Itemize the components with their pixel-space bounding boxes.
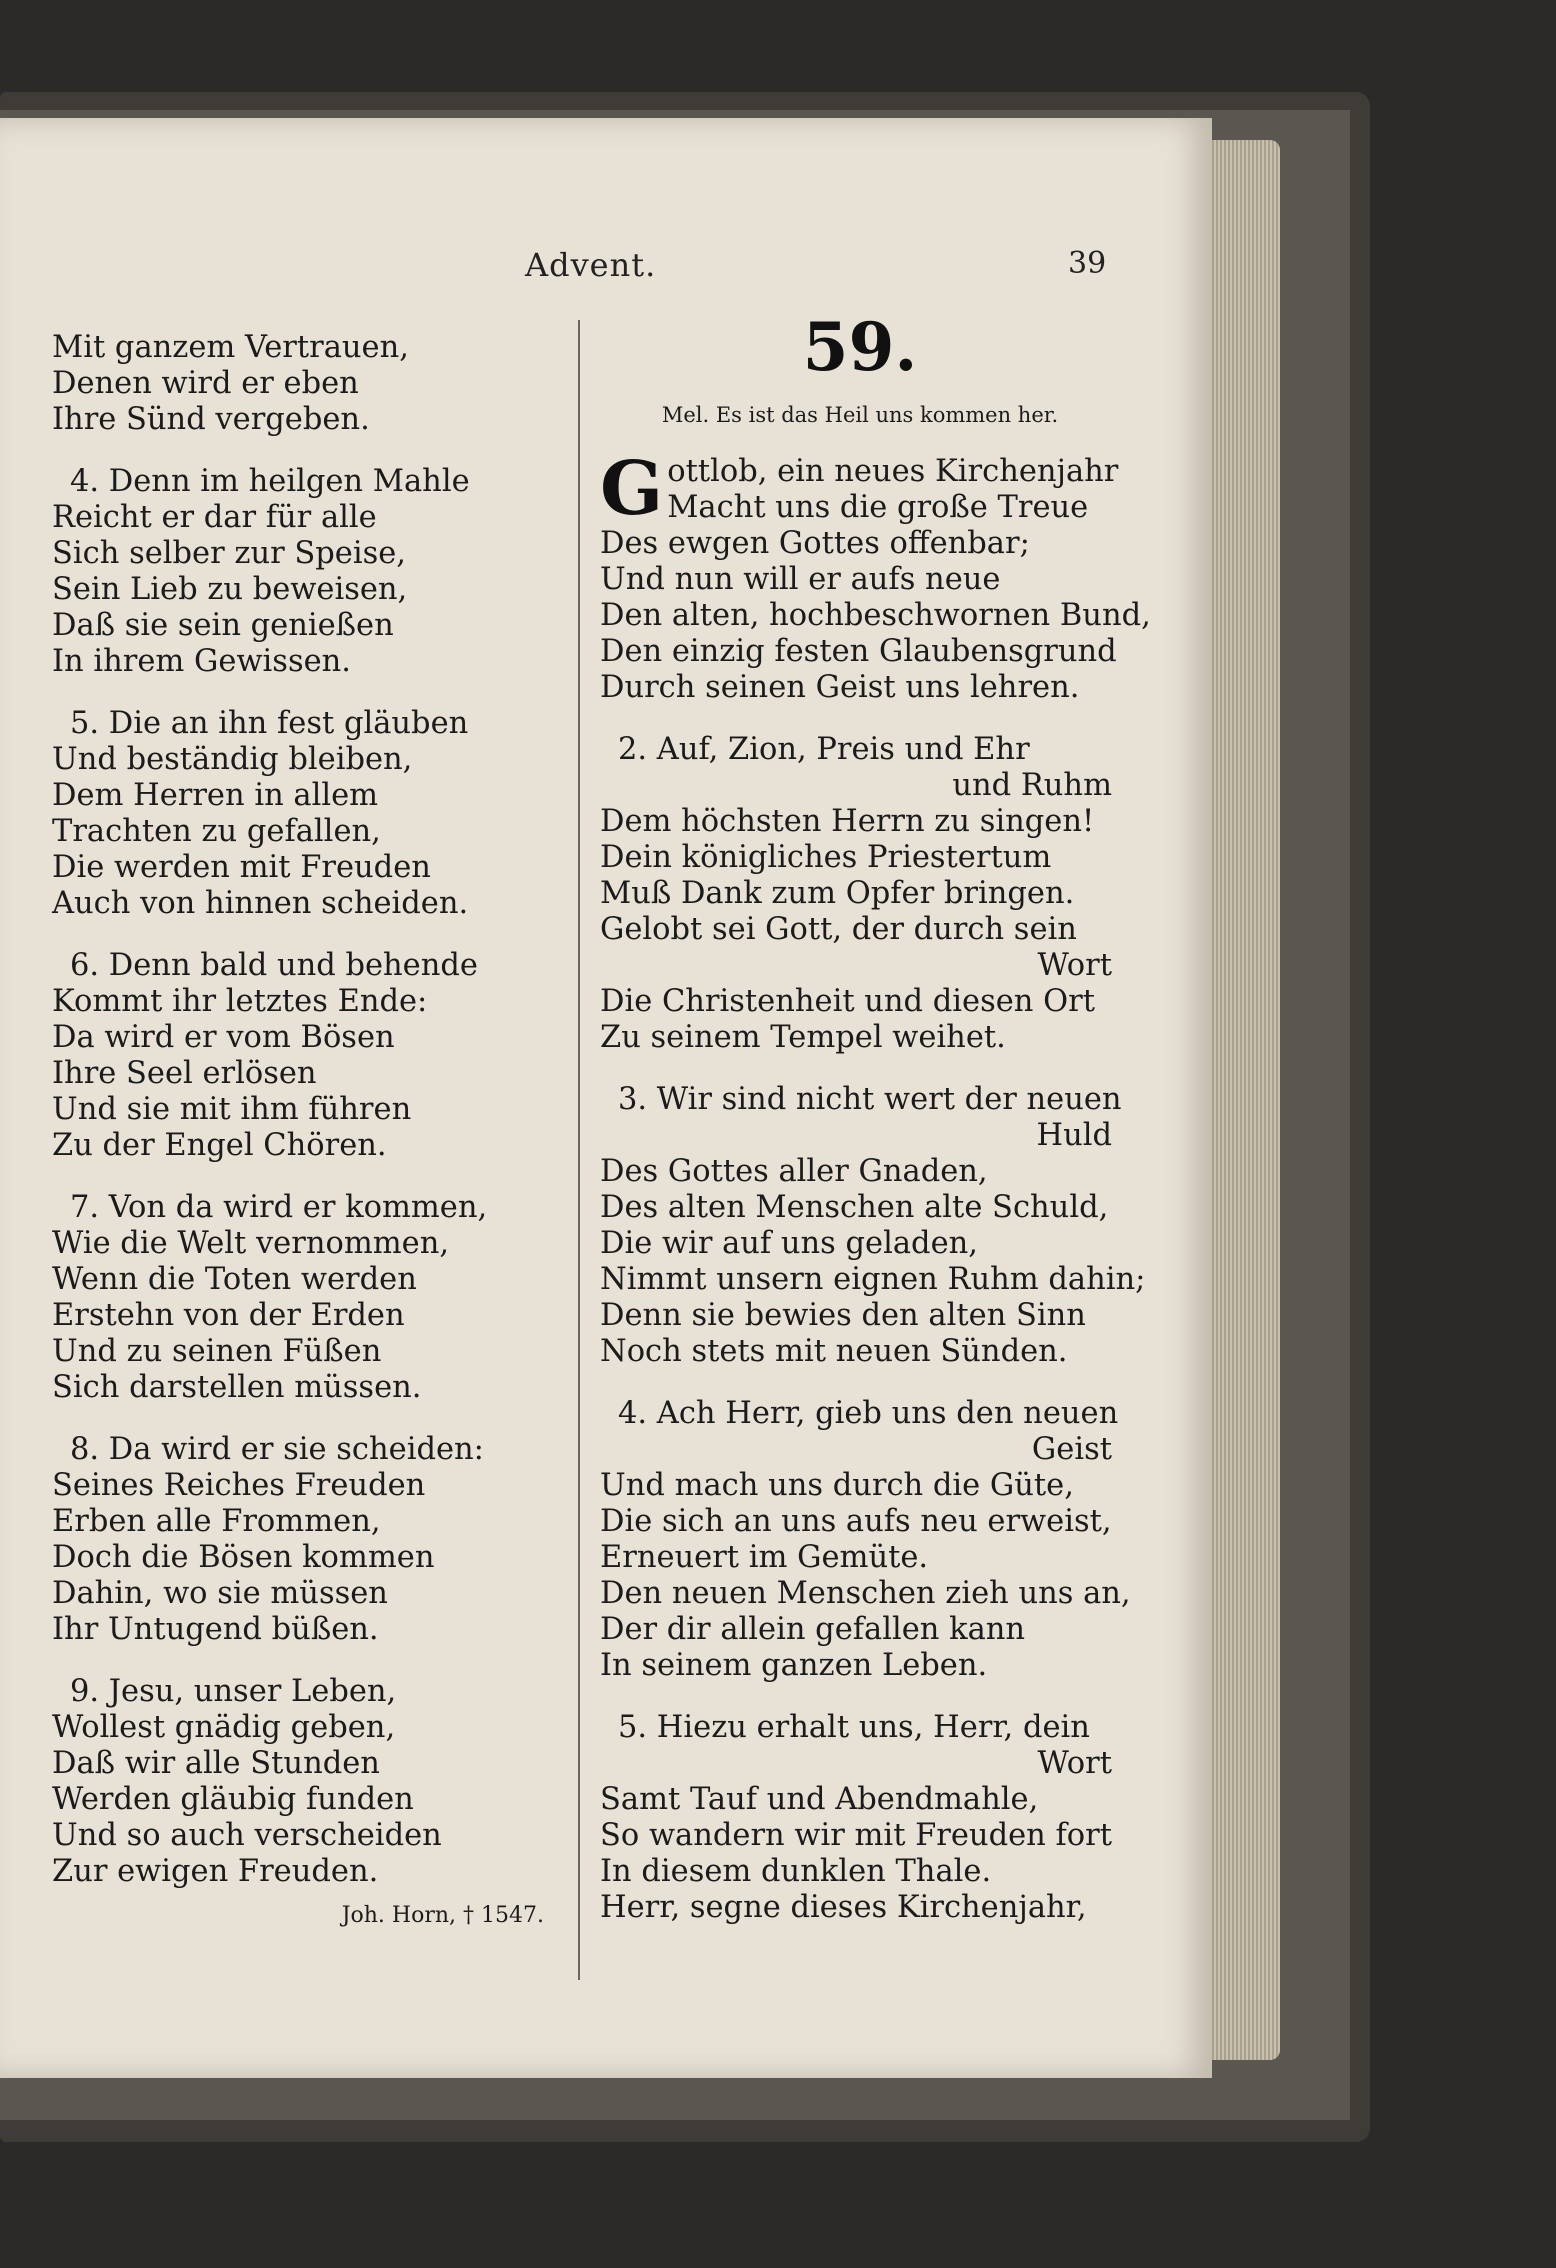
verse-line: Muß Dank zum Opfer bringen. <box>600 876 1075 911</box>
verse-line: Daß wir alle Stunden <box>52 1746 380 1781</box>
verse-line: Wie die Welt vernommen, <box>52 1226 450 1261</box>
stanza-4 <box>600 1396 1131 1684</box>
stanza-continued <box>52 330 552 438</box>
verse-line: Dem Herren in allem <box>52 778 379 813</box>
verse-line: Den alten, hochbeschwornen Bund, <box>600 598 1151 633</box>
stanza-1 <box>600 446 1151 706</box>
stanza-7 <box>52 1190 552 1406</box>
verse-line: 2. Auf, Zion, Preis und Ehr <box>618 732 1030 767</box>
verse-line: Da wird er vom Bösen <box>52 1020 395 1055</box>
left-column <box>52 330 552 1934</box>
verse-line: Noch stets mit neuen Sünden. <box>600 1334 1068 1369</box>
verse-line: Zu seinem Tempel weihet. <box>600 1020 1006 1055</box>
verse-line: 6. Denn bald und behende <box>70 948 478 983</box>
verse-line: Des ewgen Gottes offenbar; <box>600 526 1030 561</box>
verse-line: Denn sie bewies den alten Sinn <box>600 1298 1086 1333</box>
verse-line: Dein königliches Priestertum <box>600 840 1052 875</box>
verse-line: Ihre Sünd vergeben. <box>52 402 370 437</box>
verse-line: 5. Hiezu erhalt uns, Herr, dein <box>618 1710 1090 1745</box>
verse-line: Den neuen Menschen zieh uns an, <box>600 1576 1131 1611</box>
verse-line: Erben alle Frommen, <box>52 1504 381 1539</box>
melody-reference: Mel. Es ist das Heil uns kommen her. <box>661 403 1059 427</box>
verse-line: 4. Denn im heilgen Mahle <box>70 464 470 499</box>
verse-line: Kommt ihr letztes Ende: <box>52 984 428 1019</box>
stanza-3 <box>600 1082 1146 1370</box>
verse-line-continuation: Geist <box>1031 1432 1112 1467</box>
stanza-4 <box>52 464 552 680</box>
verse-line: 8. Da wird er sie scheiden: <box>70 1432 484 1467</box>
verse-line: Denen wird er eben <box>52 366 359 401</box>
verse-line: Die werden mit Freuden <box>52 850 431 885</box>
verse-line: In seinem ganzen Leben. <box>600 1648 988 1683</box>
stanza-9 <box>52 1674 552 1890</box>
verse-line: Daß sie sein genießen <box>52 608 394 643</box>
verse-line: Auch von hinnen scheiden. <box>52 886 469 921</box>
verse-line: Und beständig bleiben, <box>52 742 413 777</box>
verse-line: Und sie mit ihm führen <box>52 1092 412 1127</box>
stanza-5 <box>600 1710 1120 1926</box>
verse-line: Dahin, wo sie müssen <box>52 1576 388 1611</box>
verse-line: Zu der Engel Chören. <box>52 1128 387 1163</box>
verse-line: Trachten zu gefallen, <box>52 814 381 849</box>
stanza-6 <box>52 948 552 1164</box>
verse-line: Erneuert im Gemüte. <box>600 1540 929 1575</box>
verse-line: Reicht er dar für alle <box>52 500 377 535</box>
verse-line: Sich selber zur Speise, <box>52 536 406 571</box>
verse-line: 4. Ach Herr, gieb uns den neuen <box>618 1396 1119 1431</box>
verse-line: Seines Reiches Freuden <box>52 1468 426 1503</box>
verse-line: Zur ewigen Freuden. <box>52 1854 379 1889</box>
verse-line: Des Gottes aller Gnaden, <box>600 1154 988 1189</box>
verse-line: Werden gläubig funden <box>52 1782 414 1817</box>
verse-line-continuation: und Ruhm <box>952 768 1112 803</box>
verse-line: Samt Tauf und Abendmahle, <box>600 1782 1039 1817</box>
verse-line: Ihre Seel erlösen <box>52 1056 317 1091</box>
verse-line: Und so auch verscheiden <box>52 1818 442 1853</box>
verse-line: Und zu seinen Füßen <box>52 1334 382 1369</box>
verse-line: Des alten Menschen alte Schuld, <box>600 1190 1109 1225</box>
drop-cap: G <box>600 446 664 532</box>
verse-line: 7. Von da wird er kommen, <box>70 1190 488 1225</box>
verse-line-continuation: Wort <box>1037 1746 1112 1781</box>
verse-line: 5. Die an ihn fest gläuben <box>70 706 469 741</box>
verse-line: Macht uns die große Treue <box>667 490 1089 525</box>
verse-line: Und nun will er aufs neue <box>600 562 1001 597</box>
stanza-8 <box>52 1432 552 1648</box>
verse-line-continuation: Huld <box>1036 1118 1112 1153</box>
verse-line: Den einzig festen Glaubensgrund <box>600 634 1117 669</box>
verse-line: Die wir auf uns geladen, <box>600 1226 978 1261</box>
stanza-2 <box>600 732 1120 1056</box>
verse-line: Wenn die Toten werden <box>52 1262 417 1297</box>
verse-line: Die sich an uns aufs neu erweist, <box>600 1504 1112 1539</box>
running-header-title: Advent. <box>525 246 657 284</box>
verse-line: Doch die Bösen kommen <box>52 1540 435 1575</box>
verse-line: Gelobt sei Gott, der durch sein <box>600 912 1077 947</box>
hymn-number: 59. <box>802 308 918 386</box>
verse-line: Durch seinen Geist uns lehren. <box>600 670 1080 705</box>
verse-line: 9. Jesu, unser Leben, <box>70 1674 397 1709</box>
verse-line-continuation: Wort <box>1037 948 1112 983</box>
stanza-5 <box>52 706 552 922</box>
verse-line: Wollest gnädig geben, <box>52 1710 396 1745</box>
verse-line: Ihr Untugend büßen. <box>52 1612 379 1647</box>
page-number: 39 <box>1068 246 1107 281</box>
verse-line: Die Christenheit und diesen Ort <box>600 984 1095 1019</box>
verse-line: Sein Lieb zu beweisen, <box>52 572 408 607</box>
verse-line: So wandern wir mit Freuden fort <box>600 1818 1112 1853</box>
verse-line: ottlob, ein neues Kirchenjahr <box>667 454 1119 489</box>
verse-line: Sich darstellen müssen. <box>52 1370 422 1405</box>
verse-line: Der dir allein gefallen kann <box>600 1612 1026 1647</box>
verse-line: Erstehn von der Erden <box>52 1298 405 1333</box>
verse-line: Dem höchsten Herrn zu singen! <box>600 804 1095 839</box>
verse-line: Herr, segne dieses Kirchenjahr, <box>600 1890 1087 1925</box>
verse-line: In diesem dunklen Thale. <box>600 1854 992 1889</box>
verse-line: Und mach uns durch die Güte, <box>600 1468 1074 1503</box>
column-divider <box>578 320 580 1980</box>
hymn-author: Joh. Horn, † 1547. <box>341 1903 544 1928</box>
verse-line: Mit ganzem Vertrauen, <box>52 330 409 365</box>
verse-line: In ihrem Gewissen. <box>52 644 351 679</box>
right-column <box>600 308 1151 1952</box>
verse-line: Nimmt unsern eignen Ruhm dahin; <box>600 1262 1146 1297</box>
verse-line: 3. Wir sind nicht wert der neuen <box>618 1082 1122 1117</box>
